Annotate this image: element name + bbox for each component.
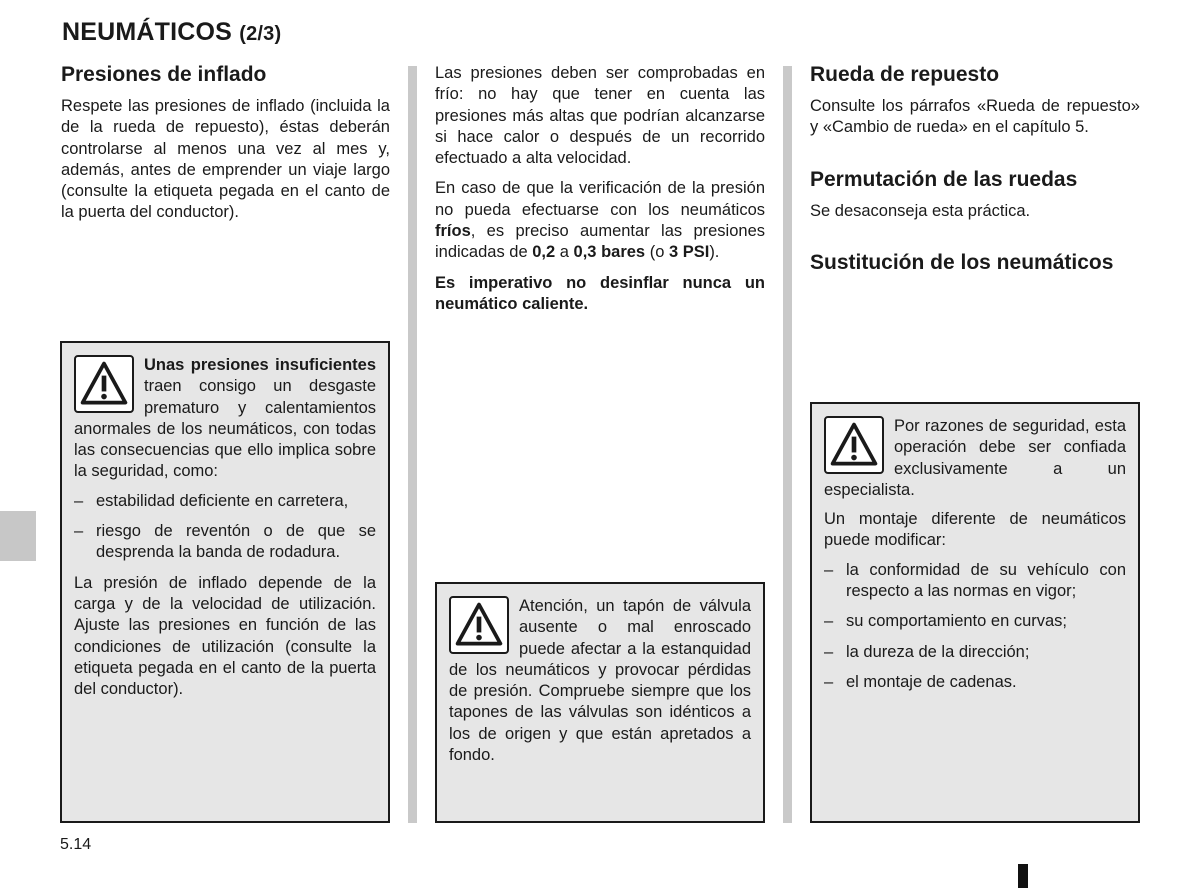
warning-triangle-icon — [449, 596, 509, 654]
list-item: – su comportamiento en curvas; — [824, 611, 1126, 632]
text-run: ). — [709, 243, 720, 262]
text-run: 0,2 — [532, 243, 556, 262]
page-number: 5.14 — [60, 836, 92, 853]
middle-column — [435, 63, 765, 324]
column-divider — [783, 66, 792, 823]
warning-list — [824, 560, 1126, 693]
right-column — [810, 62, 1140, 276]
list-item: – la conformidad de su vehículo con respecto a las normas en vigor; — [824, 560, 1126, 603]
paragraph: Las presiones deben ser comprobadas en frío: no hay que tener en cuenta las presiones más altas que podrían alcanzarse si hace calor o después de un recorrido efectuado a alta velocidad. — [435, 64, 765, 168]
section-heading: Rueda de repuesto — [810, 63, 1000, 86]
list-item: – estabilidad deficiente en carretera, — [74, 491, 376, 512]
list-item: – el montaje de cadenas. — [824, 672, 1126, 693]
section-heading: Permutación de las ruedas — [810, 167, 1078, 191]
warning-text: Por razones de seguridad, esta operación debe ser confiada exclusivamente a un especialista. — [824, 417, 1126, 499]
text-run: 0,3 bares — [573, 243, 646, 262]
warning-box — [810, 402, 1140, 823]
title-part: (2/3) — [239, 23, 282, 45]
text-run: , es preciso aumentar las presiones indicadas de — [435, 222, 765, 262]
warning-closing: La presión de inflado depende de la carga y de la velocidad de utilización. Ajuste las presiones en función de las condiciones de utilización (consulte la etiqueta pegada en el canto de la puerta del conductor). — [74, 573, 376, 699]
paragraph: Consulte los párrafos «Rueda de repuesto» y «Cambio de rueda» en el capítulo 5. — [810, 97, 1140, 137]
left-column — [61, 62, 390, 233]
warning-box — [60, 341, 390, 823]
warning-triangle-icon — [824, 416, 884, 474]
text-run: 3 PSI — [668, 243, 710, 262]
corner-mark — [1018, 864, 1028, 888]
important-note: Es imperativo no desinflar nunca un neumático caliente. — [435, 273, 765, 313]
list-item: – la dureza de la dirección; — [824, 642, 1126, 663]
text-run: fríos — [435, 222, 471, 241]
warning-list — [74, 491, 376, 564]
warning-triangle-icon — [74, 355, 134, 413]
warning-bold: Unas presiones insuficientes — [144, 356, 376, 374]
title-text: NEUMÁTICOS — [62, 18, 233, 46]
chapter-tab — [0, 511, 36, 561]
warning-box — [435, 582, 765, 823]
warning-rest: traen consigo un desgaste prematuro y calentamientos anormales de los neumáticos, con todas las consecuencias que ello implica sobre la seguridad, como: — [74, 377, 376, 481]
column-divider — [408, 66, 417, 823]
list-item: – riesgo de reventón o de que se desprenda la banda de rodadura. — [74, 521, 376, 564]
warning-intro: Un montaje diferente de neumáticos puede modificar: — [824, 510, 1126, 550]
text-run: (o — [645, 243, 669, 262]
text-run: En caso de que la verificación de la presión no pueda efectuarse con los neumáticos — [435, 179, 765, 219]
warning-text: Atención, un tapón de válvula ausente o mal enroscado puede afectar a la estanquidad de los neumáticos y provocar pérdidas de presión. Compruebe siempre que los tapones de las válvulas son idénticos a los de origen y que están apretados a fondo. — [449, 597, 751, 765]
paragraph: Respete las presiones de inflado (incluida la de la rueda de repuesto), éstas deberán controlarse al menos una vez al mes y, además, antes de emprender un viaje largo (consulte la etiqueta pegada en el canto de la puerta del conductor). — [61, 97, 390, 222]
section-heading: Sustitución de los neumáticos — [810, 250, 1114, 274]
paragraph — [435, 178, 765, 263]
page-title — [62, 18, 281, 47]
section-heading: Presiones de inflado — [61, 63, 267, 86]
text-run: a — [555, 243, 574, 262]
paragraph: Se desaconseja esta práctica. — [810, 201, 1031, 220]
